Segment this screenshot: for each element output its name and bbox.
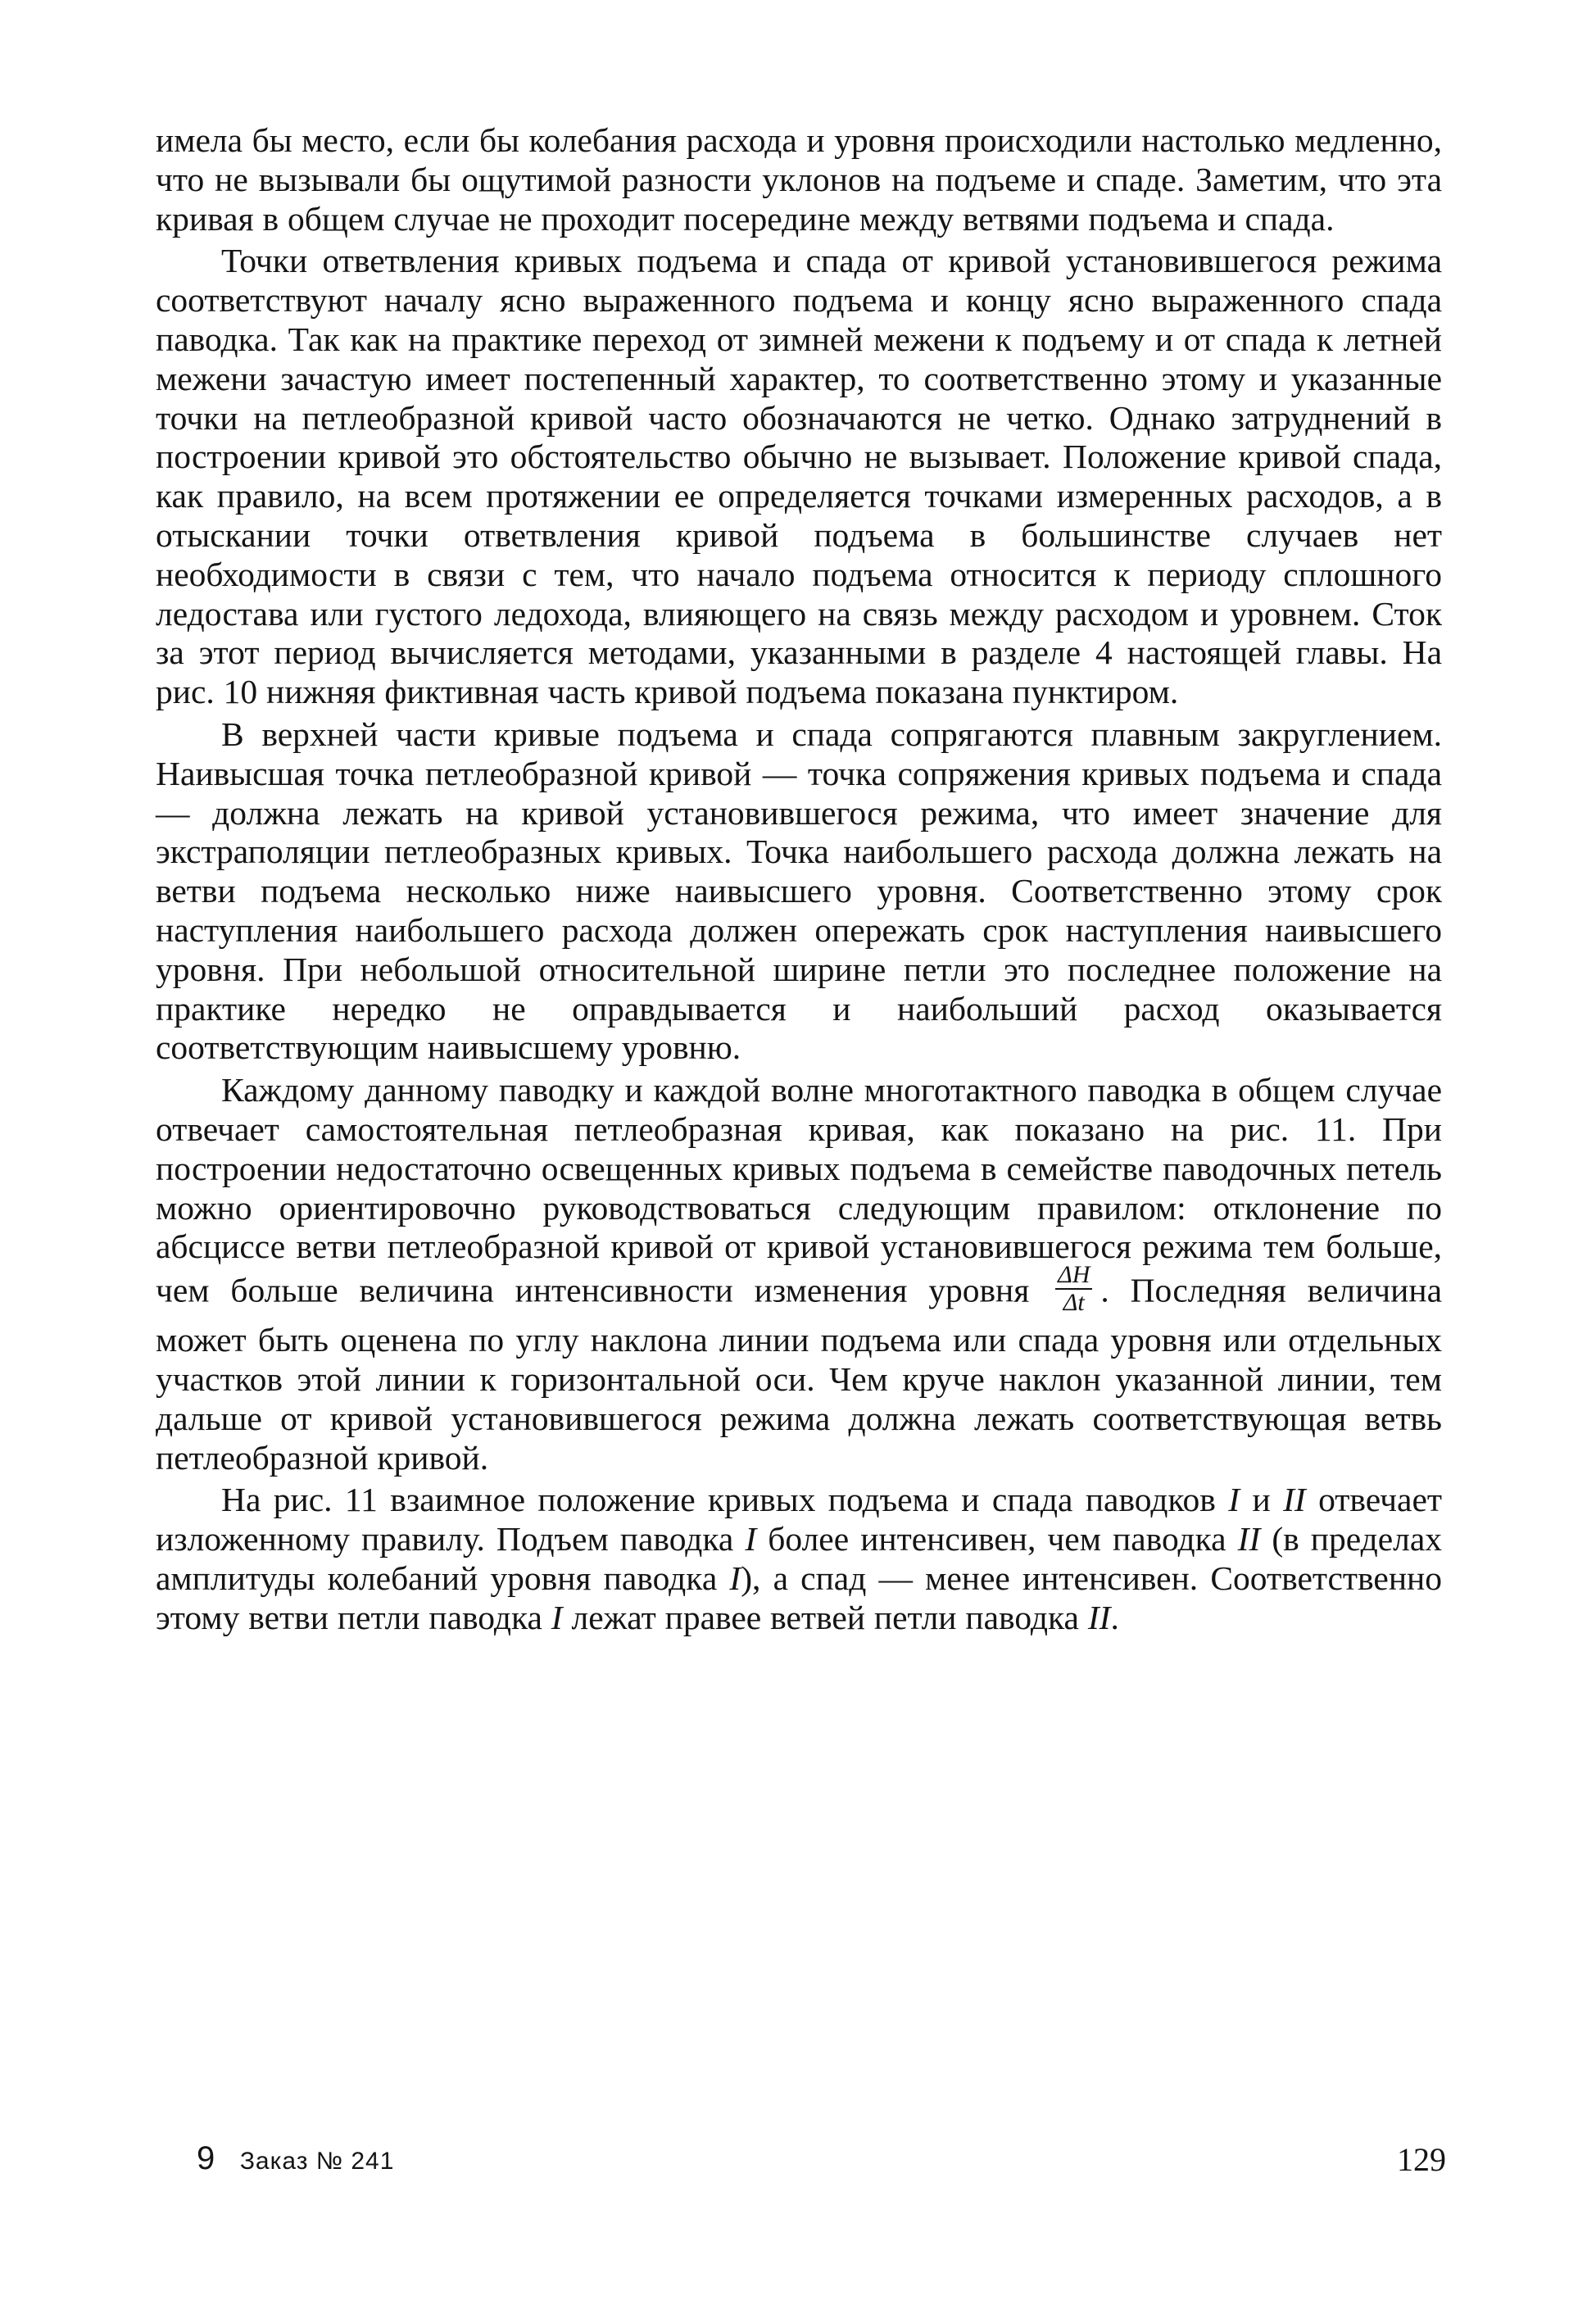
formula-denominator: Δt (1063, 1289, 1085, 1317)
paragraph-1 (156, 121, 1442, 238)
paragraph-3-text: В верхней части кривые подъема и спада сопрягаются плавным закруглением. Наивысшая точка петлеобразной кривой — точка сопряжения кривых подъема и спада — должна лежать на кривой установившегося режима, что имеет значение для экстраполяции петлеобразных кривых. Точка наибольшего расхода должна лежать на ветви подъема несколько ниже наивысшего уровня. Соответственно этому срок наступления наибольшего расхода должен опережать срок наступления наивысшего уровня. При небольшой относительной ширине петли это последнее положение на практике нередко не оправдывается и наибольший расход оказывается соответствующим наивысшему уровню. (156, 715, 1442, 1067)
paragraph-5-text-g: лежат правее ветвей петли паводка (571, 1598, 1079, 1636)
printer-signature (197, 2140, 394, 2177)
roman-numeral-two: II (1237, 1520, 1261, 1558)
paragraph-1-text: имела бы место, если бы колебания расхода и уровня происходили настолько медленно, что не вызывали бы ощутимой разности уклонов на подъеме и спаде. Заметим, что эта кривая в общем случае не проходит посередине между ветвями подъема и спада. (156, 121, 1442, 238)
paragraph-5-text-b: и (1252, 1481, 1271, 1519)
paragraph-5-text-a: На рис. 11 взаимное положение кривых подъема и спада паводков (221, 1481, 1216, 1519)
roman-numeral-one: I (745, 1520, 757, 1558)
paragraph-2 (156, 242, 1442, 712)
order-number: Заказ № 241 (239, 2148, 395, 2175)
roman-numeral-one: I (1228, 1481, 1240, 1519)
paragraph-5-text-h: . (1110, 1598, 1119, 1636)
formula-dh-dt (1055, 1262, 1092, 1316)
paragraph-4-text-before: Каждому данному паводку и каждой волне многотактного паводка в общем случае отвечает самостоятельная петлеобразная кривая, как показано на рис. 11. При построении недостаточно освещенных кривых подъема в семействе паводочных петель можно ориентировочно руководствоваться следующим правилом: отклонение по абсциссе ветви петлеобразной кривой от кривой установившегося режима тем больше, чем больше величина интенсивности изменения уровня (156, 1071, 1442, 1309)
formula-numerator: ΔH (1055, 1262, 1092, 1290)
page-body (156, 121, 1442, 1640)
paragraph-5-text-c: отвечает изложенному правилу. Подъем паводка (156, 1481, 1443, 1558)
signature-number: 9 (197, 2140, 215, 2176)
roman-numeral-two: II (1087, 1598, 1111, 1636)
roman-numeral-one: I (729, 1558, 741, 1597)
page-footer (197, 2140, 1446, 2181)
roman-numeral-one: I (551, 1598, 563, 1636)
paragraph-3 (156, 715, 1442, 1068)
paragraph-5 (156, 1481, 1442, 1637)
paragraph-4-text-after: . Последняя величина может быть оценена по углу наклона линии подъема или спада уровня или отдельных участков этой линии к горизонтальной оси. Чем круче наклон указанной линии, тем дальше от кривой установившегося режима должна лежать соответствующая ветвь петлеобразной кривой. (156, 1271, 1443, 1477)
paragraph-2-text: Точки ответвления кривых подъема и спада от кривой установившегося режима соответствуют началу ясно выраженного подъема и концу ясно выраженного спада паводка. Так как на практике переход от зимней межени к подъему и от спада к летней межени зачастую имеет постепенный характер, то соответственно этому и указанные точки на петлеобразной кривой часто обозначаются не четко. Однако затруднений в построении кривой это обстоятельство обычно не вызывает. Положение кривой спада, как правило, на всем протяжении ее определяется точками измеренных расходов, а в отыскании точки ответвления кривой подъема в большинстве случаев нет необходимости в связи с тем, что начало подъема относится к периоду сплошного ледостава или густого ледохода, влияющего на связь между расходом и уровнем. Сток за этот период вычисляется методами, указанными в разделе 4 настоящей главы. На рис. 10 нижняя фиктивная часть кривой подъема показана пунктиром. (156, 242, 1442, 711)
paragraph-5-text-f: ), а спад — менее интенсивен. Соответственно этому ветви петли паводка (156, 1558, 1442, 1636)
paragraph-5-text-d: более интенсивен, чем паводка (768, 1520, 1226, 1558)
page-number: 129 (1397, 2141, 1446, 2178)
paragraph-5-text-e: (в пределах амплитуды колебаний уровня паводка (156, 1520, 1443, 1597)
paragraph-4 (156, 1071, 1442, 1477)
roman-numeral-two: II (1283, 1481, 1306, 1519)
